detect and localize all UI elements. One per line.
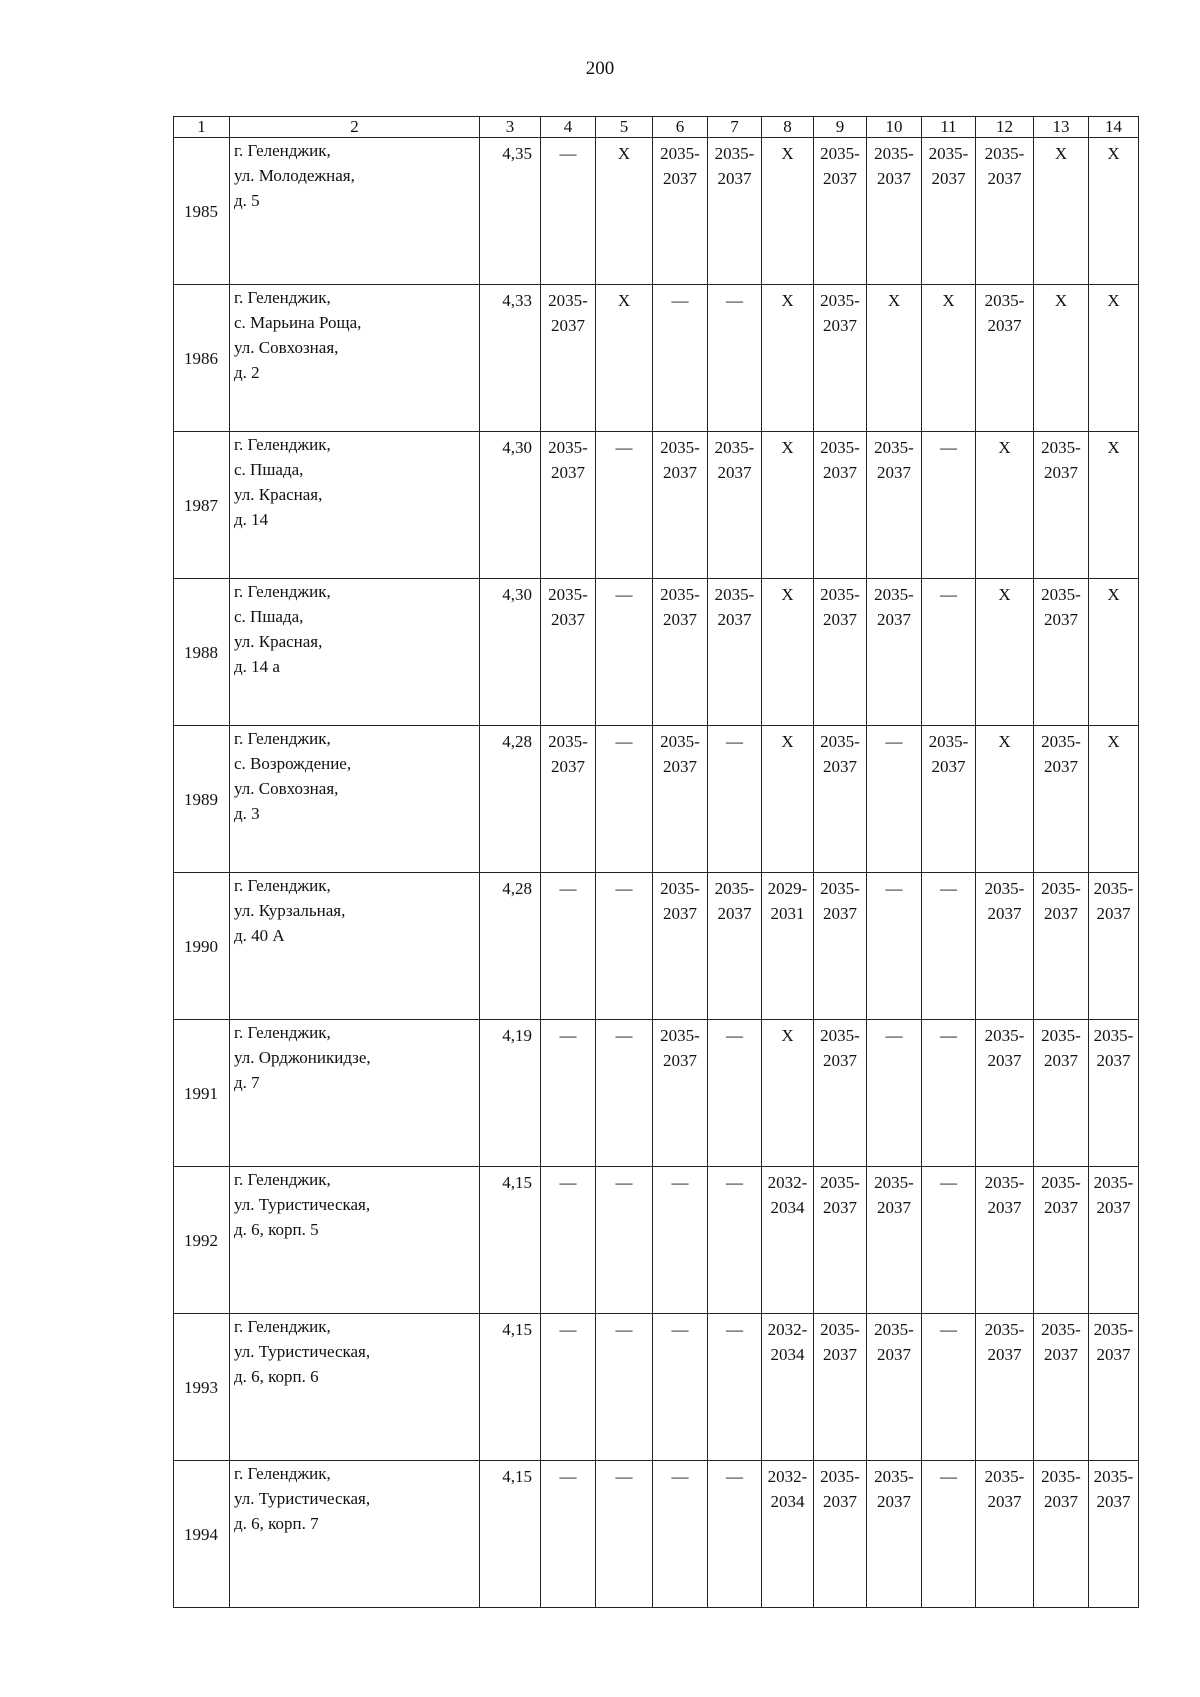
value-cell-col7: 2035- 2037 — [708, 579, 762, 726]
column-header-14: 14 — [1089, 117, 1139, 138]
value-cell-col5: — — [596, 726, 653, 873]
value-cell-col9: 2035- 2037 — [814, 1020, 867, 1167]
address-line: с. Пшада, — [234, 607, 304, 626]
value-cell-col8: 2032- 2034 — [762, 1314, 814, 1461]
value-cell-col8: X — [762, 579, 814, 726]
value-cell-col13: 2035- 2037 — [1034, 1461, 1089, 1608]
address-line: с. Пшада, — [234, 460, 304, 479]
address-line: г. Геленджик, — [234, 876, 331, 895]
address-line: ул. Орджоникидзе, — [234, 1048, 371, 1067]
address-line: г. Геленджик, — [234, 288, 331, 307]
value-cell-col5: — — [596, 1461, 653, 1608]
value-cell-col4: — — [541, 138, 596, 285]
value-cell-col11: — — [922, 1020, 976, 1167]
value-cell-col5: — — [596, 1020, 653, 1167]
column-header-5: 5 — [596, 117, 653, 138]
value-cell-col14: X — [1089, 285, 1139, 432]
value-cell-col3: 4,33 — [480, 285, 541, 432]
value-cell-col4: — — [541, 873, 596, 1020]
value-cell-col7: — — [708, 1461, 762, 1608]
value-cell-col13: 2035- 2037 — [1034, 432, 1089, 579]
value-cell-col10: X — [867, 285, 922, 432]
value-cell-col13: 2035- 2037 — [1034, 579, 1089, 726]
table-body — [174, 117, 1139, 1608]
value-cell-col10: 2035- 2037 — [867, 1461, 922, 1608]
table-row — [174, 873, 1139, 1020]
value-cell-col12: 2035- 2037 — [976, 873, 1034, 1020]
value-cell-col4: 2035- 2037 — [541, 432, 596, 579]
row-number: 1988 — [174, 579, 230, 726]
value-cell-col10: — — [867, 726, 922, 873]
value-cell-col3: 4,28 — [480, 873, 541, 1020]
row-number: 1987 — [174, 432, 230, 579]
table-row — [174, 1020, 1139, 1167]
value-cell-col14: 2035- 2037 — [1089, 1461, 1139, 1608]
address-line: ул. Красная, — [234, 485, 323, 504]
value-cell-col12: 2035- 2037 — [976, 1167, 1034, 1314]
address-line: ул. Туристическая, — [234, 1195, 371, 1214]
value-cell-col9: 2035- 2037 — [814, 1461, 867, 1608]
value-cell-col9: 2035- 2037 — [814, 138, 867, 285]
value-cell-col12: 2035- 2037 — [976, 1020, 1034, 1167]
value-cell-col5: — — [596, 432, 653, 579]
value-cell-col10: 2035- 2037 — [867, 1167, 922, 1314]
column-header-6: 6 — [653, 117, 708, 138]
value-cell-col3: 4,30 — [480, 432, 541, 579]
header-row — [174, 117, 1139, 138]
value-cell-col5: X — [596, 285, 653, 432]
address-line: д. 40 А — [234, 926, 285, 945]
address-line: г. Геленджик, — [234, 435, 331, 454]
address-line: ул. Совхозная, — [234, 779, 339, 798]
value-cell-col7: — — [708, 1167, 762, 1314]
value-cell-col6: 2035- 2037 — [653, 138, 708, 285]
value-cell-col13: 2035- 2037 — [1034, 1314, 1089, 1461]
value-cell-col7: 2035- 2037 — [708, 138, 762, 285]
value-cell-col14: X — [1089, 579, 1139, 726]
address-cell — [230, 285, 480, 432]
column-header-12: 12 — [976, 117, 1034, 138]
value-cell-col7: — — [708, 1314, 762, 1461]
address-cell — [230, 138, 480, 285]
address-line: г. Геленджик, — [234, 1170, 331, 1189]
value-cell-col7: — — [708, 726, 762, 873]
value-cell-col9: 2035- 2037 — [814, 726, 867, 873]
value-cell-col11: — — [922, 579, 976, 726]
value-cell-col3: 4,35 — [480, 138, 541, 285]
value-cell-col3: 4,30 — [480, 579, 541, 726]
address-cell — [230, 1461, 480, 1608]
row-number: 1989 — [174, 726, 230, 873]
table-row — [174, 432, 1139, 579]
value-cell-col10: — — [867, 1020, 922, 1167]
address-line: с. Марьина Роща, — [234, 313, 362, 332]
column-header-7: 7 — [708, 117, 762, 138]
value-cell-col4: 2035- 2037 — [541, 579, 596, 726]
value-cell-col9: 2035- 2037 — [814, 1314, 867, 1461]
value-cell-col5: — — [596, 579, 653, 726]
address-line: д. 6, корп. 5 — [234, 1220, 319, 1239]
value-cell-col13: 2035- 2037 — [1034, 1020, 1089, 1167]
value-cell-col10: — — [867, 873, 922, 1020]
address-line: д. 2 — [234, 363, 260, 382]
address-cell — [230, 432, 480, 579]
address-line: г. Геленджик, — [234, 141, 331, 160]
value-cell-col4: — — [541, 1461, 596, 1608]
value-cell-col6: 2035- 2037 — [653, 432, 708, 579]
value-cell-col8: 2029- 2031 — [762, 873, 814, 1020]
table-row — [174, 1167, 1139, 1314]
address-line: д. 3 — [234, 804, 260, 823]
table-row — [174, 579, 1139, 726]
address-line: г. Геленджик, — [234, 1317, 331, 1336]
address-cell — [230, 873, 480, 1020]
value-cell-col8: X — [762, 726, 814, 873]
value-cell-col4: 2035- 2037 — [541, 726, 596, 873]
column-header-3: 3 — [480, 117, 541, 138]
value-cell-col7: — — [708, 1020, 762, 1167]
value-cell-col9: 2035- 2037 — [814, 579, 867, 726]
column-header-13: 13 — [1034, 117, 1089, 138]
value-cell-col8: X — [762, 1020, 814, 1167]
address-line: д. 6, корп. 7 — [234, 1514, 319, 1533]
address-cell — [230, 1020, 480, 1167]
value-cell-col6: 2035- 2037 — [653, 873, 708, 1020]
value-cell-col3: 4,28 — [480, 726, 541, 873]
value-cell-col6: — — [653, 1167, 708, 1314]
address-line: д. 5 — [234, 191, 260, 210]
table-row — [174, 138, 1139, 285]
address-line: д. 7 — [234, 1073, 260, 1092]
value-cell-col13: X — [1034, 138, 1089, 285]
value-cell-col12: X — [976, 579, 1034, 726]
value-cell-col3: 4,15 — [480, 1461, 541, 1608]
value-cell-col11: 2035- 2037 — [922, 138, 976, 285]
address-line: ул. Туристическая, — [234, 1342, 371, 1361]
value-cell-col14: X — [1089, 432, 1139, 579]
column-header-1: 1 — [174, 117, 230, 138]
column-header-2: 2 — [230, 117, 480, 138]
value-cell-col7: 2035- 2037 — [708, 873, 762, 1020]
value-cell-col14: X — [1089, 726, 1139, 873]
address-line: г. Геленджик, — [234, 582, 331, 601]
row-number: 1990 — [174, 873, 230, 1020]
value-cell-col8: X — [762, 138, 814, 285]
table-row — [174, 1461, 1139, 1608]
value-cell-col6: 2035- 2037 — [653, 1020, 708, 1167]
value-cell-col5: — — [596, 1314, 653, 1461]
value-cell-col8: X — [762, 432, 814, 579]
register-table — [173, 116, 1139, 1608]
value-cell-col8: 2032- 2034 — [762, 1461, 814, 1608]
value-cell-col6: 2035- 2037 — [653, 726, 708, 873]
value-cell-col11: — — [922, 432, 976, 579]
address-line: ул. Курзальная, — [234, 901, 346, 920]
value-cell-col9: 2035- 2037 — [814, 873, 867, 1020]
value-cell-col13: 2035- 2037 — [1034, 1167, 1089, 1314]
value-cell-col9: 2035- 2037 — [814, 285, 867, 432]
column-header-4: 4 — [541, 117, 596, 138]
value-cell-col7: 2035- 2037 — [708, 432, 762, 579]
column-header-9: 9 — [814, 117, 867, 138]
value-cell-col12: 2035- 2037 — [976, 285, 1034, 432]
value-cell-col3: 4,15 — [480, 1314, 541, 1461]
value-cell-col12: 2035- 2037 — [976, 1461, 1034, 1608]
value-cell-col5: — — [596, 1167, 653, 1314]
value-cell-col3: 4,19 — [480, 1020, 541, 1167]
value-cell-col9: 2035- 2037 — [814, 1167, 867, 1314]
value-cell-col6: 2035- 2037 — [653, 579, 708, 726]
column-header-8: 8 — [762, 117, 814, 138]
value-cell-col14: 2035- 2037 — [1089, 873, 1139, 1020]
value-cell-col11: — — [922, 1314, 976, 1461]
address-line: ул. Молодежная, — [234, 166, 355, 185]
value-cell-col12: 2035- 2037 — [976, 138, 1034, 285]
page-number: 200 — [585, 58, 615, 79]
address-cell — [230, 579, 480, 726]
value-cell-col14: 2035- 2037 — [1089, 1020, 1139, 1167]
row-number: 1994 — [174, 1461, 230, 1608]
value-cell-col13: X — [1034, 285, 1089, 432]
column-header-10: 10 — [867, 117, 922, 138]
address-line: ул. Совхозная, — [234, 338, 339, 357]
row-number: 1992 — [174, 1167, 230, 1314]
value-cell-col4: — — [541, 1167, 596, 1314]
row-number: 1991 — [174, 1020, 230, 1167]
address-line: г. Геленджик, — [234, 1023, 331, 1042]
address-line: д. 6, корп. 6 — [234, 1367, 319, 1386]
address-line: г. Геленджик, — [234, 1464, 331, 1483]
address-cell — [230, 726, 480, 873]
value-cell-col9: 2035- 2037 — [814, 432, 867, 579]
address-line: ул. Туристическая, — [234, 1489, 371, 1508]
value-cell-col6: — — [653, 285, 708, 432]
value-cell-col11: X — [922, 285, 976, 432]
value-cell-col13: 2035- 2037 — [1034, 726, 1089, 873]
value-cell-col11: — — [922, 1461, 976, 1608]
value-cell-col6: — — [653, 1461, 708, 1608]
value-cell-col8: 2032- 2034 — [762, 1167, 814, 1314]
address-line: д. 14 а — [234, 657, 280, 676]
table-row — [174, 285, 1139, 432]
value-cell-col10: 2035- 2037 — [867, 1314, 922, 1461]
value-cell-col12: 2035- 2037 — [976, 1314, 1034, 1461]
value-cell-col14: X — [1089, 138, 1139, 285]
address-line: г. Геленджик, — [234, 729, 331, 748]
address-line: д. 14 — [234, 510, 269, 529]
row-number: 1985 — [174, 138, 230, 285]
value-cell-col4: 2035- 2037 — [541, 285, 596, 432]
value-cell-col11: — — [922, 1167, 976, 1314]
value-cell-col11: — — [922, 873, 976, 1020]
column-header-11: 11 — [922, 117, 976, 138]
address-cell — [230, 1314, 480, 1461]
value-cell-col5: X — [596, 138, 653, 285]
value-cell-col5: — — [596, 873, 653, 1020]
value-cell-col10: 2035- 2037 — [867, 579, 922, 726]
value-cell-col12: X — [976, 432, 1034, 579]
value-cell-col8: X — [762, 285, 814, 432]
address-cell — [230, 1167, 480, 1314]
value-cell-col11: 2035- 2037 — [922, 726, 976, 873]
address-line: с. Возрождение, — [234, 754, 352, 773]
value-cell-col14: 2035- 2037 — [1089, 1167, 1139, 1314]
value-cell-col10: 2035- 2037 — [867, 138, 922, 285]
value-cell-col10: 2035- 2037 — [867, 432, 922, 579]
row-number: 1986 — [174, 285, 230, 432]
value-cell-col14: 2035- 2037 — [1089, 1314, 1139, 1461]
value-cell-col4: — — [541, 1314, 596, 1461]
table-row — [174, 726, 1139, 873]
value-cell-col3: 4,15 — [480, 1167, 541, 1314]
address-line: ул. Красная, — [234, 632, 323, 651]
value-cell-col6: — — [653, 1314, 708, 1461]
row-number: 1993 — [174, 1314, 230, 1461]
value-cell-col4: — — [541, 1020, 596, 1167]
value-cell-col7: — — [708, 285, 762, 432]
table-row — [174, 1314, 1139, 1461]
value-cell-col12: X — [976, 726, 1034, 873]
value-cell-col13: 2035- 2037 — [1034, 873, 1089, 1020]
